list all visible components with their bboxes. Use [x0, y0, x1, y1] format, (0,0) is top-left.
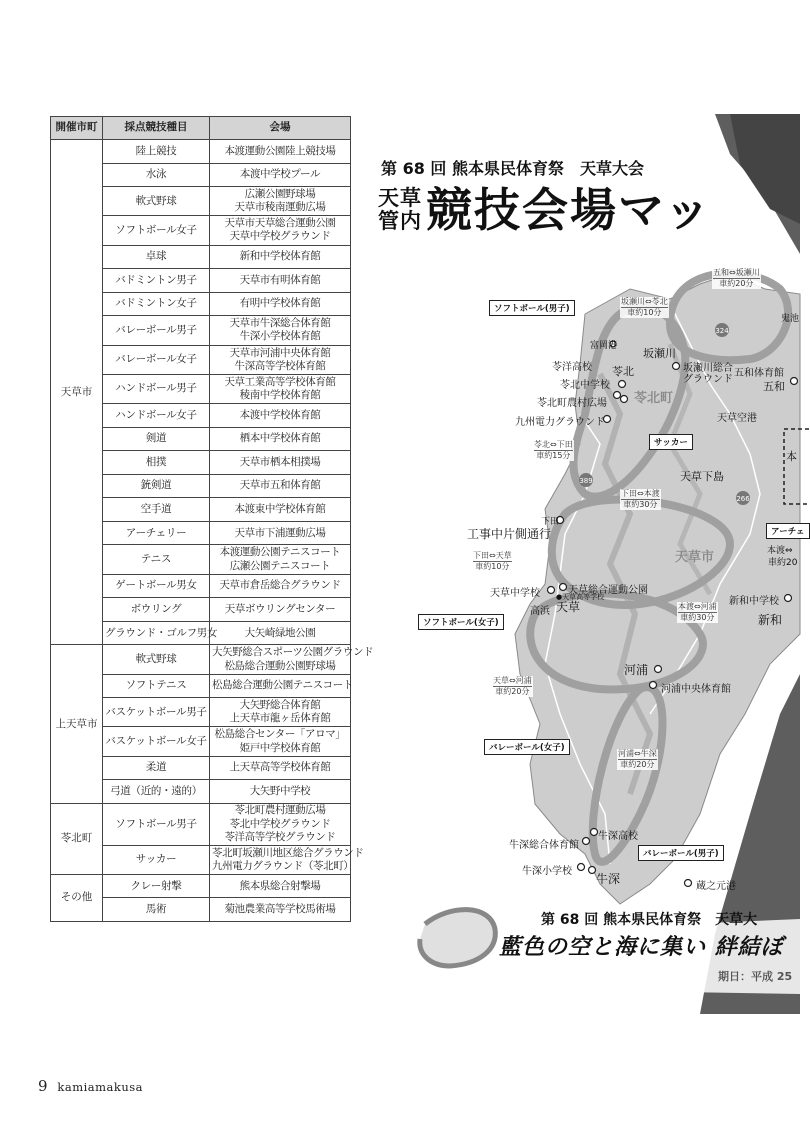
venue-cell: [210, 316, 351, 345]
category-softball-women: ソフトボール(女子): [418, 614, 504, 630]
venue-cell: [210, 674, 351, 698]
marker-shinwa: [785, 595, 792, 602]
label-amakusa-jhs: 天草中学校: [490, 588, 540, 599]
venue-cell: [210, 474, 351, 498]
banner-slogan: 藍色の空と海に集い 絆結ぼ: [499, 935, 784, 960]
route-time: 車約20分: [719, 279, 754, 288]
sport-cell: 弓道（近的・遠的）: [103, 780, 210, 804]
venue-name: 天草市倉岳総合グラウンド: [219, 579, 341, 592]
marker-reiho-jhs: [619, 381, 626, 388]
venue-cell: [210, 245, 351, 269]
route-hondo-kawaura: [677, 602, 718, 623]
route-time: 車約30分: [680, 613, 715, 622]
label-ushibuka-hs: 牛深高校: [598, 831, 638, 842]
venue-name: 天草中学校グラウンド: [229, 230, 331, 243]
sport-cell: クレー射撃: [103, 874, 210, 898]
road-number-324-text: 324: [715, 327, 729, 335]
label-tomioka: 富岡港: [590, 341, 618, 351]
venue-cell: [210, 727, 351, 756]
label-itsuwa: 五和: [763, 380, 785, 393]
venue-name: 広瀬公園テニスコート: [229, 559, 331, 572]
marker-reiho-field: [614, 392, 621, 399]
sport-cell: バスケットボール男子: [103, 698, 210, 727]
route-title: 苓北⇔下田: [534, 440, 573, 449]
venue-name: 苓北中学校グラウンド: [229, 817, 331, 830]
sport-cell: 空手道: [103, 498, 210, 522]
label-reihoku-field: 苓北町農村広場: [537, 398, 607, 409]
table-header-row: [51, 117, 351, 140]
label-hondo-time-edge: 車約20: [768, 558, 798, 568]
label-takahama: 高浜: [530, 606, 550, 617]
venue-name: 栖本中学校体育館: [239, 432, 321, 445]
venue-table-body: [51, 140, 374, 922]
label-reihoku-jhs: 苓北中学校: [560, 380, 610, 391]
sport-cell: 銃剣道: [103, 474, 210, 498]
category-archery: アーチェ: [766, 523, 810, 539]
label-sakasegawa: 坂瀬川: [643, 347, 676, 360]
map-title-prefix-line1: 天草: [378, 186, 422, 210]
marker-amakusa-jhs: [548, 587, 555, 594]
route-sakasegawa-reihoku: [620, 297, 669, 318]
banner-event-name: 第 68 回 熊本県民体育祭 天草大: [541, 912, 758, 928]
route-title: 下田⇔天草: [473, 551, 512, 560]
route-time: 車約20分: [620, 760, 655, 769]
sport-cell: 柔道: [103, 756, 210, 780]
sport-cell: 相撲: [103, 451, 210, 475]
venue-name: 牛深小学校体育館: [239, 330, 321, 343]
column-header-venue: 会場: [210, 117, 351, 140]
label-amakusa-hs: ●天草高等学校: [556, 593, 605, 601]
venue-cell: [210, 621, 351, 645]
map-title: [378, 185, 712, 235]
sport-cell: ソフトボール男子: [103, 803, 210, 845]
table-row: [51, 140, 351, 164]
venue-name: 本渡運動公園陸上競技場: [224, 144, 336, 157]
map-heading: 第 68 回 熊本県民体育祭 天草大会: [381, 159, 644, 178]
category-volleyball-men: バレーボール(男子): [638, 845, 724, 861]
marker-reiho-field-2: [621, 396, 628, 403]
town-reihoku: 苓北町: [634, 391, 674, 406]
sport-cell: ソフトボール女子: [103, 216, 210, 245]
venue-name: 姫戸中学校体育館: [239, 741, 321, 754]
table-row: [51, 874, 351, 898]
venue-cell: [210, 216, 351, 245]
road-number-389: [579, 473, 593, 487]
venue-name: 天草市天草総合運動公園: [224, 217, 336, 230]
venue-name: 広瀬公園野球場: [244, 188, 316, 201]
banner-swirl: [420, 910, 496, 966]
sport-cell: 水泳: [103, 163, 210, 187]
marker-ushibuka: [589, 867, 596, 874]
venue-cell: [210, 845, 364, 874]
sea-dark-upper: [730, 114, 800, 224]
route-title: 下田⇔本渡: [621, 489, 660, 498]
sport-cell: テニス: [103, 545, 210, 574]
publication-name: kamiamakusa: [57, 1080, 144, 1094]
label-amakusa-park: 天草総合運動公園: [568, 585, 648, 596]
venue-name: 本渡運動公園テニスコート: [219, 546, 341, 559]
sport-cell: 軟式野球: [103, 187, 210, 216]
sport-cell: アーチェリー: [103, 521, 210, 545]
sport-cell: ソフトテニス: [103, 674, 210, 698]
column-header-sport: 採点競技種目: [103, 117, 210, 140]
venue-cell: [210, 698, 351, 727]
marker-kuranoura: [685, 880, 692, 887]
venue-cell: [210, 269, 351, 293]
label-ushibuka-gym: 牛深総合体育館: [509, 840, 579, 851]
venue-name: 松島総合運動公園テニスコート: [212, 679, 353, 692]
venue-cell: [210, 574, 351, 598]
sport-cell: ボウリング: [103, 598, 210, 622]
category-volleyball-women: バレーボール(女子): [484, 739, 570, 755]
route-time: 車約20分: [495, 687, 530, 696]
label-amakusa: 天草: [556, 600, 581, 614]
sport-cell: ゲートボール男女: [103, 574, 210, 598]
venue-name: 本渡中学校プール: [239, 168, 321, 181]
sport-cell: ハンドボール男子: [103, 374, 210, 403]
venue-name: 天草市栖本相撲場: [239, 455, 321, 468]
sport-cell: サッカー: [103, 845, 210, 874]
label-ushibuka: 牛深: [596, 872, 621, 886]
label-shinwa: 新和: [758, 613, 783, 627]
sport-cell: 陸上競技: [103, 140, 210, 164]
venue-table: [50, 116, 374, 922]
sport-cell: 剣道: [103, 427, 210, 451]
route-amakusa-kawaura: [492, 676, 533, 697]
route-title: 河浦⇔牛深: [618, 749, 657, 758]
route-time: 車約30分: [623, 500, 658, 509]
venue-cell: [210, 374, 351, 403]
marker-kawaura-gym: [650, 682, 657, 689]
venue-name: 天草市河浦中央体育館: [229, 346, 331, 359]
sport-cell: 軟式野球: [103, 645, 210, 674]
road-number-266-text: 266: [736, 495, 750, 503]
venue-name: 天草市稜南運動広場: [234, 201, 326, 214]
category-soccer: サッカー: [649, 434, 693, 450]
label-kawaura-gym: 河浦中央体育館: [661, 684, 731, 695]
venue-name: 松島総合運動公園野球場: [224, 659, 336, 672]
venue-cell: [210, 451, 351, 475]
label-kyuden: 九州電力グラウンド: [515, 417, 605, 428]
map-title-main: 競技会場マッ: [426, 183, 713, 237]
venue-cell: [210, 898, 351, 922]
venue-name: 天草市有明体育館: [239, 273, 321, 286]
route-title: 五和⇔坂瀬川: [713, 268, 760, 277]
venue-name: 天草市五和体育館: [239, 479, 321, 492]
venue-name: 大矢野総合体育館: [239, 699, 321, 712]
label-sakasegawa-ground-2: グラウンド: [683, 374, 733, 385]
route-title: 本渡⇔河浦: [678, 602, 717, 611]
map-title-prefix: [378, 187, 424, 233]
table-row: [51, 645, 351, 674]
venue-cell: [210, 345, 351, 374]
town-amakusa-city: 天草市: [675, 550, 715, 565]
venue-name: 新和中学校体育館: [239, 250, 321, 263]
marker-ushibuka-gym: [583, 838, 590, 845]
label-sakasegawa-ground: 坂瀬川総合: [683, 363, 733, 374]
route-shimoda-amakusa: [472, 551, 513, 572]
label-airport: 天草空港: [717, 413, 757, 424]
marker-amakusa-park: [560, 584, 567, 591]
label-reiyo-hs: 苓洋高校: [552, 362, 592, 373]
venue-cell: [210, 140, 351, 164]
sport-cell: ハンドボール女子: [103, 403, 210, 427]
route-time: 車約15分: [536, 451, 571, 460]
venue-name: 天草市牛深総合体育館: [229, 317, 331, 330]
venue-name: 天草ボウリングセンター: [224, 602, 336, 615]
label-shimoda: 下田: [541, 517, 560, 527]
venue-name: 稜南中学校体育館: [239, 388, 321, 401]
venue-name: 菊池農業高等学校馬術場: [224, 903, 336, 916]
route-kawaura-ushibuka: [617, 749, 658, 770]
venue-cell: [210, 874, 351, 898]
venue-cell: [210, 187, 351, 216]
marker-ushibuka-hs: [591, 829, 598, 836]
venue-name: 苓北町坂瀬川地区総合グラウンド: [212, 846, 364, 859]
label-reihoku: 苓北: [612, 365, 634, 378]
sport-cell: 卓球: [103, 245, 210, 269]
sport-cell: 馬術: [103, 898, 210, 922]
venue-cell: [210, 803, 351, 845]
venue-name: 天草市下浦運動広場: [234, 526, 326, 539]
venue-name: 本渡中学校体育館: [239, 408, 321, 421]
label-kuranoura: 蔵之元港: [696, 881, 736, 892]
route-title: 天草⇔河浦: [493, 676, 532, 685]
route-time: 車約10分: [475, 562, 510, 571]
venue-cell: [210, 292, 351, 316]
label-itsuwa-gym: 五和体育館: [734, 368, 784, 379]
host-city-cell: その他: [51, 874, 103, 921]
venue-cell: [210, 403, 351, 427]
venue-name: 松島総合センター「アロマ」: [214, 728, 346, 741]
venue-name: 九州電力グラウンド（苓北町）: [212, 859, 354, 872]
venue-name: 上天草市龍ヶ岳体育館: [229, 712, 331, 725]
page-number: 9: [38, 1077, 48, 1095]
sport-cell: バドミントン男子: [103, 269, 210, 293]
label-shinwa-jhs: 新和中学校: [729, 596, 779, 607]
route-reihoku-shimoda: [533, 440, 574, 461]
label-hon: 本: [786, 450, 797, 463]
label-island: 天草下島: [680, 470, 724, 483]
venue-cell: [210, 780, 351, 804]
sport-cell: グラウンド・ゴルフ男女: [103, 621, 210, 645]
label-construction: 工事中片側通行: [467, 527, 552, 541]
sport-cell: バレーボール男子: [103, 316, 210, 345]
sport-cell: バレーボール女子: [103, 345, 210, 374]
marker-ushibuka-es: [578, 864, 585, 871]
road-number-389-text: 389: [579, 477, 593, 485]
venue-cell: [210, 645, 374, 674]
category-softball-men: ソフトボール(男子): [489, 300, 575, 316]
route-title: 坂瀬川⇔苓北: [621, 297, 668, 306]
venue-name: 本渡東中学校体育館: [234, 503, 326, 516]
banner-date: 期日：平成 25: [718, 970, 793, 983]
host-city-cell: 苓北町: [51, 803, 103, 874]
column-header-city: 開催市町: [51, 117, 103, 140]
host-city-cell: 天草市: [51, 140, 103, 645]
marker-kawaura: [655, 666, 662, 673]
venue-name: 有明中学校体育館: [239, 297, 321, 310]
map-title-prefix-line2: 管内: [378, 209, 422, 233]
sport-cell: バスケットボール女子: [103, 727, 210, 756]
venue-cell: [210, 545, 351, 574]
label-oni: 鬼池: [781, 314, 800, 324]
venue-name: 上天草高等学校体育館: [229, 761, 331, 774]
route-itsuwa-sakasegawa: [712, 268, 761, 289]
venue-cell: [210, 521, 351, 545]
venue-cell: [210, 498, 351, 522]
label-hondo-edge: 本渡⇔: [767, 546, 793, 556]
venue-name: 大矢野総合スポーツ公園グラウンド: [212, 646, 374, 659]
marker-itsuwa: [791, 378, 798, 385]
table-row: [51, 803, 351, 845]
host-city-cell: 上天草市: [51, 645, 103, 803]
venue-name: 苓洋高等学校グラウンド: [224, 830, 336, 843]
venue-name: 牛深高等学校体育館: [234, 359, 326, 372]
venue-cell: [210, 598, 351, 622]
venue-name: 大矢野中学校: [249, 784, 311, 797]
route-time: 車約10分: [627, 308, 662, 317]
marker-sakasegawa: [673, 363, 680, 370]
venue-cell: [210, 163, 351, 187]
label-ushibuka-es: 牛深小学校: [522, 866, 572, 877]
route-shimoda-hondo: [620, 489, 661, 510]
venue-name: 大矢崎緑地公園: [244, 626, 316, 639]
venue-name: 熊本県総合射撃場: [239, 879, 321, 892]
label-kawaura: 河浦: [624, 663, 649, 677]
venue-name: 天草工業高等学校体育館: [224, 375, 336, 388]
page-footer: [38, 1077, 143, 1095]
venue-cell: [210, 756, 351, 780]
venue-name: 苓北町農村運動広場: [234, 804, 326, 817]
venue-cell: [210, 427, 351, 451]
sport-cell: バドミントン女子: [103, 292, 210, 316]
